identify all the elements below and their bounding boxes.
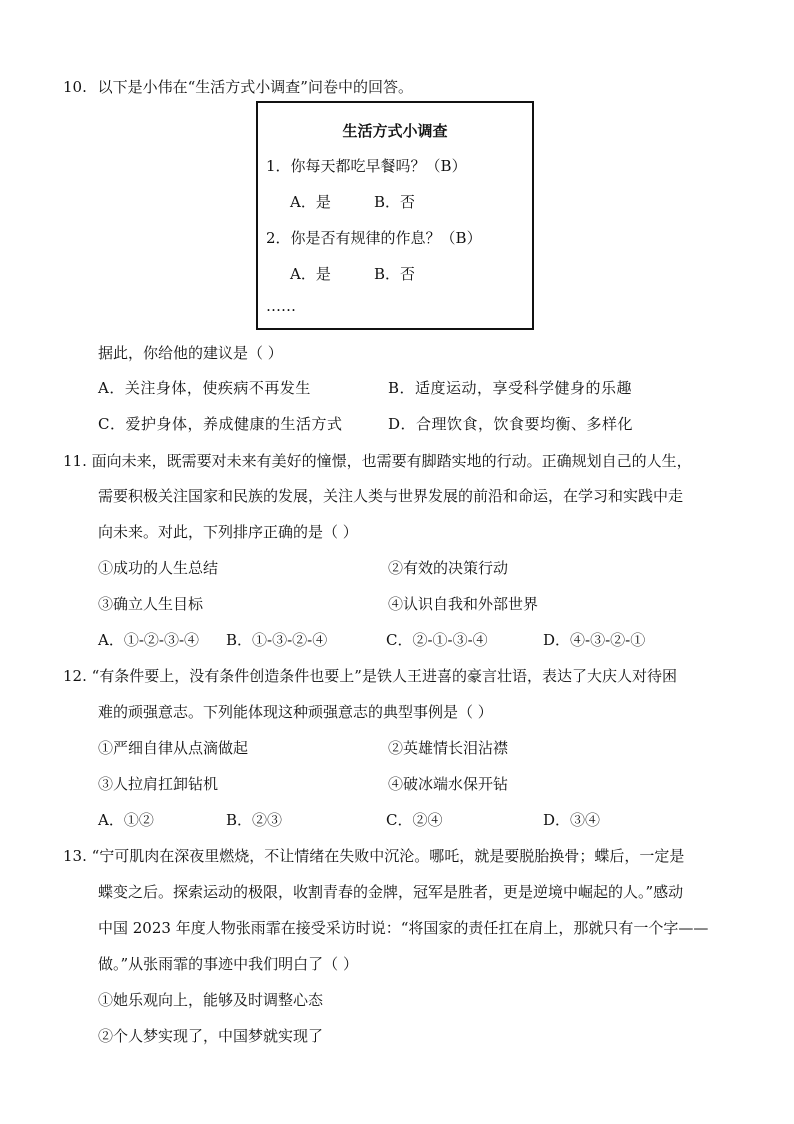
q12-number: 12. <box>63 667 87 685</box>
q10-stem-line <box>63 77 413 97</box>
q12-item-1: ①严细自律从点滴做起 <box>98 739 249 757</box>
survey-question-1: 1．你每天都吃早餐吗？（B） <box>266 157 467 175</box>
survey-question-2: 2．你是否有规律的作息？（B） <box>266 229 482 247</box>
q10-option-a: A．关注身体，使疾病不再发生 <box>98 379 311 397</box>
q13-item-1: ①她乐观向上，能够及时调整心态 <box>98 991 324 1009</box>
q13-item-2: ②个人梦实现了，中国梦就实现了 <box>98 1027 324 1045</box>
survey-ellipsis: …… <box>266 297 296 315</box>
q12-line-2: 难的顽强意志。下列能体现这种顽强意志的典型事例是（ ） <box>98 703 493 721</box>
q12-line-1 <box>63 666 677 686</box>
q11-item-2: ②有效的决策行动 <box>388 559 509 577</box>
survey-title: 生活方式小调查 <box>342 122 448 140</box>
q10-prompt: 据此，你给他的建议是（ ） <box>98 344 283 362</box>
q13-line-3: 中国 2023 年度人物张雨霏在接受采访时说：“将国家的责任扛在肩上，那就只有一个字—— <box>98 919 709 937</box>
q12-text-1: “有条件要上，没有条件创造条件也要上”是铁人王进喜的豪言壮语，表达了大庆人对待困 <box>91 667 677 685</box>
q13-text-1: “宁可肌肉在深夜里燃烧，不让情绪在失败中沉沦。哪吒，就是要脱胎换骨；蝶后，一定是 <box>91 847 685 865</box>
survey-question-1-option-a: A．是 <box>290 193 331 211</box>
q13-line-2: 蝶变之后。探索运动的极限，收割青春的金牌，冠军是胜者，更是逆境中崛起的人。”感动 <box>98 883 684 901</box>
q12-item-3: ③人拉肩扛卸钻机 <box>98 775 219 793</box>
q12-option-c: C．②④ <box>386 811 443 829</box>
q10-stem: 以下是小伟在“生活方式小调查”问卷中的回答。 <box>97 78 413 96</box>
survey-box <box>256 101 534 330</box>
q11-item-4: ④认识自我和外部世界 <box>388 595 539 613</box>
q11-line-3: 向未来。对此，下列排序正确的是（ ） <box>98 523 358 541</box>
q12-item-4: ④破冰端水保开钻 <box>388 775 509 793</box>
q11-option-c: C．②-①-③-④ <box>386 631 488 649</box>
q10-number: 10. <box>63 78 87 96</box>
q11-text-1: 面向未来，既需要对未来有美好的憧憬，也需要有脚踏实地的行动。正确规划自己的人生， <box>91 452 692 470</box>
q11-number: 11. <box>63 452 87 470</box>
q11-item-3: ③确立人生目标 <box>98 595 204 613</box>
q11-line-1 <box>63 451 692 471</box>
q12-option-a: A．①② <box>98 811 154 829</box>
survey-question-2-option-a: A．是 <box>290 265 331 283</box>
q11-option-b: B．①-③-②-④ <box>226 631 328 649</box>
q11-line-2: 需要积极关注国家和民族的发展，关注人类与世界发展的前沿和命运，在学习和实践中走 <box>98 487 684 505</box>
q12-option-b: B．②③ <box>226 811 283 829</box>
q13-line-1 <box>63 846 684 866</box>
q10-option-c: C．爱护身体，养成健康的生活方式 <box>98 415 343 433</box>
q11-item-1: ①成功的人生总结 <box>98 559 219 577</box>
survey-question-2-option-b: B．否 <box>374 265 416 283</box>
q13-number: 13. <box>63 847 87 865</box>
q10-option-b: B．适度运动，享受科学健身的乐趣 <box>388 379 633 397</box>
q12-item-2: ②英雄情长泪沾襟 <box>388 739 509 757</box>
q11-option-d: D．④-③-②-① <box>543 631 646 649</box>
q11-option-a: A．①-②-③-④ <box>98 631 200 649</box>
survey-question-1-option-b: B．否 <box>374 193 416 211</box>
q13-line-4: 做。”从张雨霏的事迹中我们明白了（ ） <box>98 955 358 973</box>
q10-option-d: D．合理饮食，饮食要均衡、多样化 <box>388 415 634 433</box>
q12-option-d: D．③④ <box>543 811 601 829</box>
